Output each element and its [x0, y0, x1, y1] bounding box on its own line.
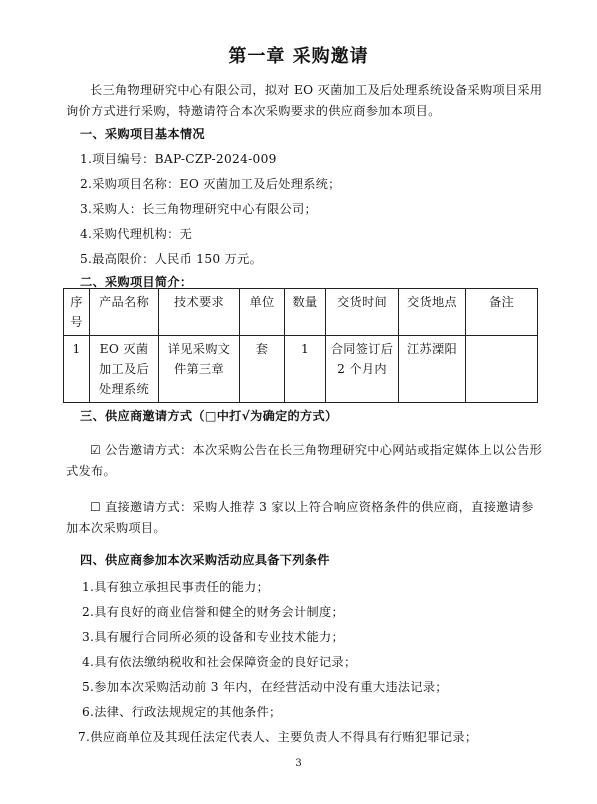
section3-note: （□中打√为确定的方式） [192, 409, 338, 423]
header-cell: 数量 [285, 289, 326, 336]
invite-option-public-text: 公告邀请方式：本次采购公告在长三角物理研究中心网站或指定媒体上以公告形式发布。 [66, 443, 543, 478]
section4-item: 5.参加本次采购活动前 3 年内，在经营活动中没有重大违法记录； [82, 680, 448, 694]
section3-heading-line [80, 407, 338, 424]
table-cell: 详见采购文件第三章 [159, 336, 240, 403]
section4-heading: 四、供应商参加本次采购活动应具备下列条件 [80, 553, 330, 567]
checked-checkbox-icon: ☑ [90, 443, 102, 457]
section4-item: 2.具有良好的商业信誉和健全的财务会计制度； [82, 605, 344, 619]
table-cell [466, 336, 538, 403]
chapter-title: 第一章 采购邀请 [228, 46, 369, 67]
table-cell: 江苏溧阳 [399, 336, 466, 403]
section4-item: 1.具有独立承担民事责任的能力； [82, 580, 270, 594]
table-header-row [64, 289, 538, 336]
header-cell: 序号 [64, 289, 90, 336]
header-cell: 交货时间 [326, 289, 399, 336]
invite-option-public [66, 440, 546, 482]
section1-item: 5.最高限价：人民币 150 万元。 [80, 252, 263, 266]
section4-item: 3.具有履行合同所必须的设备和专业技术能力； [82, 630, 344, 644]
table-cell: EO 灭菌加工及后处理系统 [90, 336, 159, 403]
invite-option-direct-text: 直接邀请方式：采购人推荐 3 家以上符合响应资格条件的供应商，直接邀请参加本次采购项目。 [66, 500, 534, 535]
section1-item: 4.采购代理机构：无 [80, 227, 193, 241]
table-cell: 套 [240, 336, 285, 403]
section1-item: 3.采购人：长三角物理研究中心有限公司； [80, 202, 318, 216]
section1-item: 1.项目编号：BAP-CZP-2024-009 [80, 152, 277, 166]
header-cell: 单位 [240, 289, 285, 336]
header-cell: 备注 [466, 289, 538, 336]
header-cell: 交货地点 [399, 289, 466, 336]
section1-item: 2.采购项目名称：EO 灭菌加工及后处理系统； [80, 177, 341, 191]
intro-paragraph: 长三角物理研究中心有限公司，拟对 EO 灭菌加工及后处理系统设备采购项目采用询价方式进行采购，特邀请符合本次采购要求的供应商参加本项目。 [66, 83, 543, 118]
unchecked-checkbox-icon: ☐ [90, 500, 102, 514]
section2-heading: 二、采购项目简介： [80, 275, 193, 289]
table-cell: 1 [285, 336, 326, 403]
header-cell: 技术要求 [159, 289, 240, 336]
table-row [64, 336, 538, 403]
invite-option-direct [66, 497, 546, 539]
page-number: 3 [295, 758, 302, 769]
procurement-table [63, 288, 538, 403]
table-cell: 合同签订后 2 个月内 [326, 336, 399, 403]
header-cell: 产品名称 [90, 289, 159, 336]
section1-heading: 一、采购项目基本情况 [80, 127, 205, 141]
section4-item: 6.法律、行政法规规定的其他条件； [82, 705, 282, 719]
section4-item: 4.具有依法缴纳税收和社会保障资金的良好记录； [82, 655, 357, 669]
section3-heading: 三、供应商邀请方式 [80, 409, 193, 423]
section4-item: 7.供应商单位及其现任法定代表人、主要负责人不得具有行贿犯罪记录； [78, 730, 478, 744]
table-cell: 1 [64, 336, 90, 403]
